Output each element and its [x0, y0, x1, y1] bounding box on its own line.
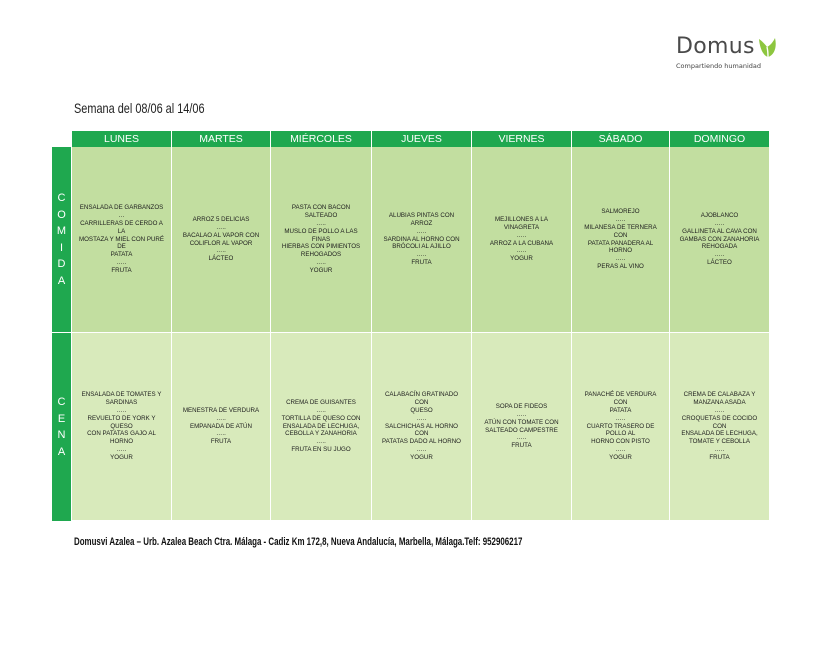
menu-cell [72, 333, 172, 521]
dish-line: ATÚN CON TOMATE CON [484, 418, 559, 426]
dish-line: PATATA [110, 251, 133, 259]
menu-cell [172, 147, 271, 333]
dish-line: HIERBAS CON PIMIENTOS [281, 243, 361, 251]
dish-line: GAMBAS CON ZANAHORIA [679, 235, 760, 243]
dish-line: AJOBLANCO [700, 212, 739, 220]
menu-cell [572, 147, 670, 333]
menu-cell [72, 147, 172, 333]
dish-line: MENESTRA DE VERDURA [182, 407, 260, 414]
dish-line: ALUBIAS PINTAS CON ARROZ [388, 212, 455, 227]
menu-cell [372, 147, 472, 333]
dish-line: YOGUR [609, 453, 632, 461]
day-header: MARTES [172, 131, 271, 147]
day-header: VIERNES [472, 131, 572, 147]
dish-line: ARROZ 5 DELICIAS [192, 216, 250, 224]
dish-line: MUSLO DE POLLO A LAS FINAS [284, 227, 358, 243]
dish-line: YOGUR [510, 255, 533, 263]
dish-line: YOGUR [110, 453, 133, 461]
menu-cell [271, 333, 372, 521]
dish-line: ….. [416, 227, 427, 235]
dish-line: CARRILLERAS DE CERDO A LA [80, 220, 163, 235]
logo-wordmark: Domus [676, 34, 755, 59]
dish-line: ….. [714, 251, 725, 259]
dish-line: FRUTA EN SU JUGO [291, 445, 351, 453]
dish-line: SARDINA AL HORNO CON [383, 235, 460, 243]
dish-line: ….. [116, 445, 127, 453]
dish-line: QUESO [410, 407, 433, 414]
dish-line: MEJILLONES A LA VINAGRETA [495, 216, 548, 231]
dish-line: ….. [316, 220, 326, 227]
dish-line: ….. [316, 258, 326, 266]
dish-line: FRUTA [511, 442, 532, 450]
menu-cell [472, 147, 572, 333]
dish-line: PATATA PANADERA AL HORNO [587, 239, 654, 255]
dish-line: REHOGADA [701, 243, 738, 251]
logo-tagline: Compartiendo humanidad [676, 62, 761, 70]
dish-line: FRUTA [210, 438, 232, 446]
day-header: MIÉRCOLES [271, 131, 372, 147]
dish-line: TORTILLA DE QUESO CON [281, 414, 361, 422]
menu-cell [271, 147, 372, 333]
dish-line: YOGUR [309, 266, 333, 274]
dish-line: GALLINETA AL CAVA CON [682, 227, 757, 235]
menu-cell [670, 333, 770, 521]
domusvi-logo [676, 34, 806, 74]
dish-line: CREMA DE CALABAZA Y [683, 391, 756, 399]
dish-line: ….. [516, 247, 527, 255]
dish-line: ENSALADA DE LECHUGA, [681, 430, 758, 438]
menu-cell [472, 333, 572, 521]
dish-line: ….. [416, 414, 427, 422]
dish-line: ….. [416, 445, 427, 453]
dish-line: ENSALADA DE TOMATES Y [81, 391, 162, 399]
dish-line: ….. [615, 216, 626, 224]
dish-line: ….. [615, 414, 626, 422]
dish-line: ENSALADA DE GARBANZOS [79, 204, 164, 212]
dish-line: SALCHICHAS AL HORNO CON [384, 422, 458, 438]
dish-line: CEBOLLA Y ZANAHORIA [285, 430, 357, 438]
menu-cell [172, 333, 271, 521]
dish-line: REVUELTO DE YORK Y QUESO [87, 414, 156, 430]
meal-label: C E N A [52, 333, 71, 521]
dish-line: ….. [116, 258, 127, 266]
dish-line: COLIFLOR AL VAPOR [189, 239, 253, 247]
dish-line: BACALAO AL VAPOR CON [182, 231, 260, 239]
dish-line: CUARTO TRASERO DE POLLO AL [586, 422, 655, 438]
dish-line: ….. [216, 430, 226, 438]
dish-line: ARROZ A LA CUBANA [489, 239, 554, 247]
dish-line: ….. [516, 231, 527, 239]
dish-line: ….. [216, 223, 226, 231]
dish-line: PASTA CON BACON SALTEADO [291, 204, 351, 220]
dish-line: BRÓCOLI AL AJILLO [392, 243, 451, 251]
day-header: SÁBADO [572, 131, 670, 147]
dish-line: CALABACÍN GRATINADO CON [384, 391, 459, 407]
dish-line: LÁCTEO [208, 255, 234, 263]
dish-line: MOSTAZA Y MIEL CON PURÉ DE [78, 235, 165, 251]
week-title: Semana del 08/06 al 14/06 [74, 100, 205, 116]
dish-line: ….. [714, 220, 725, 227]
menu-cell [572, 333, 670, 521]
meal-label: C O M I D A [52, 147, 71, 332]
dish-line: SALTEADO CAMPESTRE [485, 426, 558, 434]
dish-line: TOMATE Y CEBOLLA [688, 438, 751, 446]
menu-cell [372, 333, 472, 521]
dish-line: ….. [714, 407, 725, 414]
dish-line: MILANESA DE TERNERA CON [584, 223, 657, 239]
dish-line: ….. [216, 247, 226, 255]
vi-leaf-icon [756, 36, 778, 60]
dish-line: ….. [615, 255, 626, 263]
dish-line: EMPANADA DE ATÚN [190, 422, 252, 430]
dish-line: CROQUETAS DE COCIDO CON [681, 414, 758, 430]
dish-line: FRUTA [411, 258, 432, 266]
menu-cell [670, 147, 770, 333]
dish-line: ….. [714, 445, 725, 453]
footer-address: Domusvi Azalea – Urb. Azalea Beach Ctra. Málaga - Cadiz Km 172,8, Nueva Andalucía, Marbella, Málaga.Telf: 952906217 [74, 536, 523, 548]
dish-line: REHOGADOS [300, 251, 342, 259]
dish-line: FRUTA [111, 266, 132, 274]
dish-line: SOPA DE FIDEOS [495, 403, 548, 411]
day-header: DOMINGO [670, 131, 770, 147]
dish-line: ….. [316, 407, 326, 414]
dish-line: LÁCTEO [707, 258, 732, 266]
dish-line: MANZANA ASADA [693, 399, 746, 407]
dish-line: ….. [516, 434, 527, 442]
day-header: JUEVES [372, 131, 472, 147]
dish-line: … [118, 212, 125, 220]
dish-line: ….. [316, 438, 326, 446]
dish-line: ENSALADA DE LECHUGA, [282, 422, 360, 430]
dish-line: CON PATATAS GAJO AL HORNO [87, 430, 156, 446]
dish-line: ….. [116, 407, 127, 414]
day-header: LUNES [72, 131, 172, 147]
dish-line: YOGUR [410, 453, 433, 461]
dish-line: SARDINAS [105, 399, 138, 407]
dish-line: SALMOREJO [601, 208, 640, 216]
dish-line: CREMA DE GUISANTES [286, 399, 356, 407]
dish-line: ….. [416, 251, 427, 259]
dish-line: ….. [516, 410, 527, 418]
dish-line: PATATAS DADO AL HORNO [382, 438, 461, 446]
dish-line: HORNO CON PISTO [591, 438, 650, 446]
dish-line: PERAS AL VINO [597, 262, 644, 270]
dish-line: FRUTA [709, 453, 730, 461]
dish-line: ….. [615, 445, 626, 453]
dish-line: ….. [216, 414, 226, 422]
dish-line: PATATA [609, 407, 632, 414]
dish-line: PANACHÉ DE VERDURA CON [584, 391, 657, 407]
